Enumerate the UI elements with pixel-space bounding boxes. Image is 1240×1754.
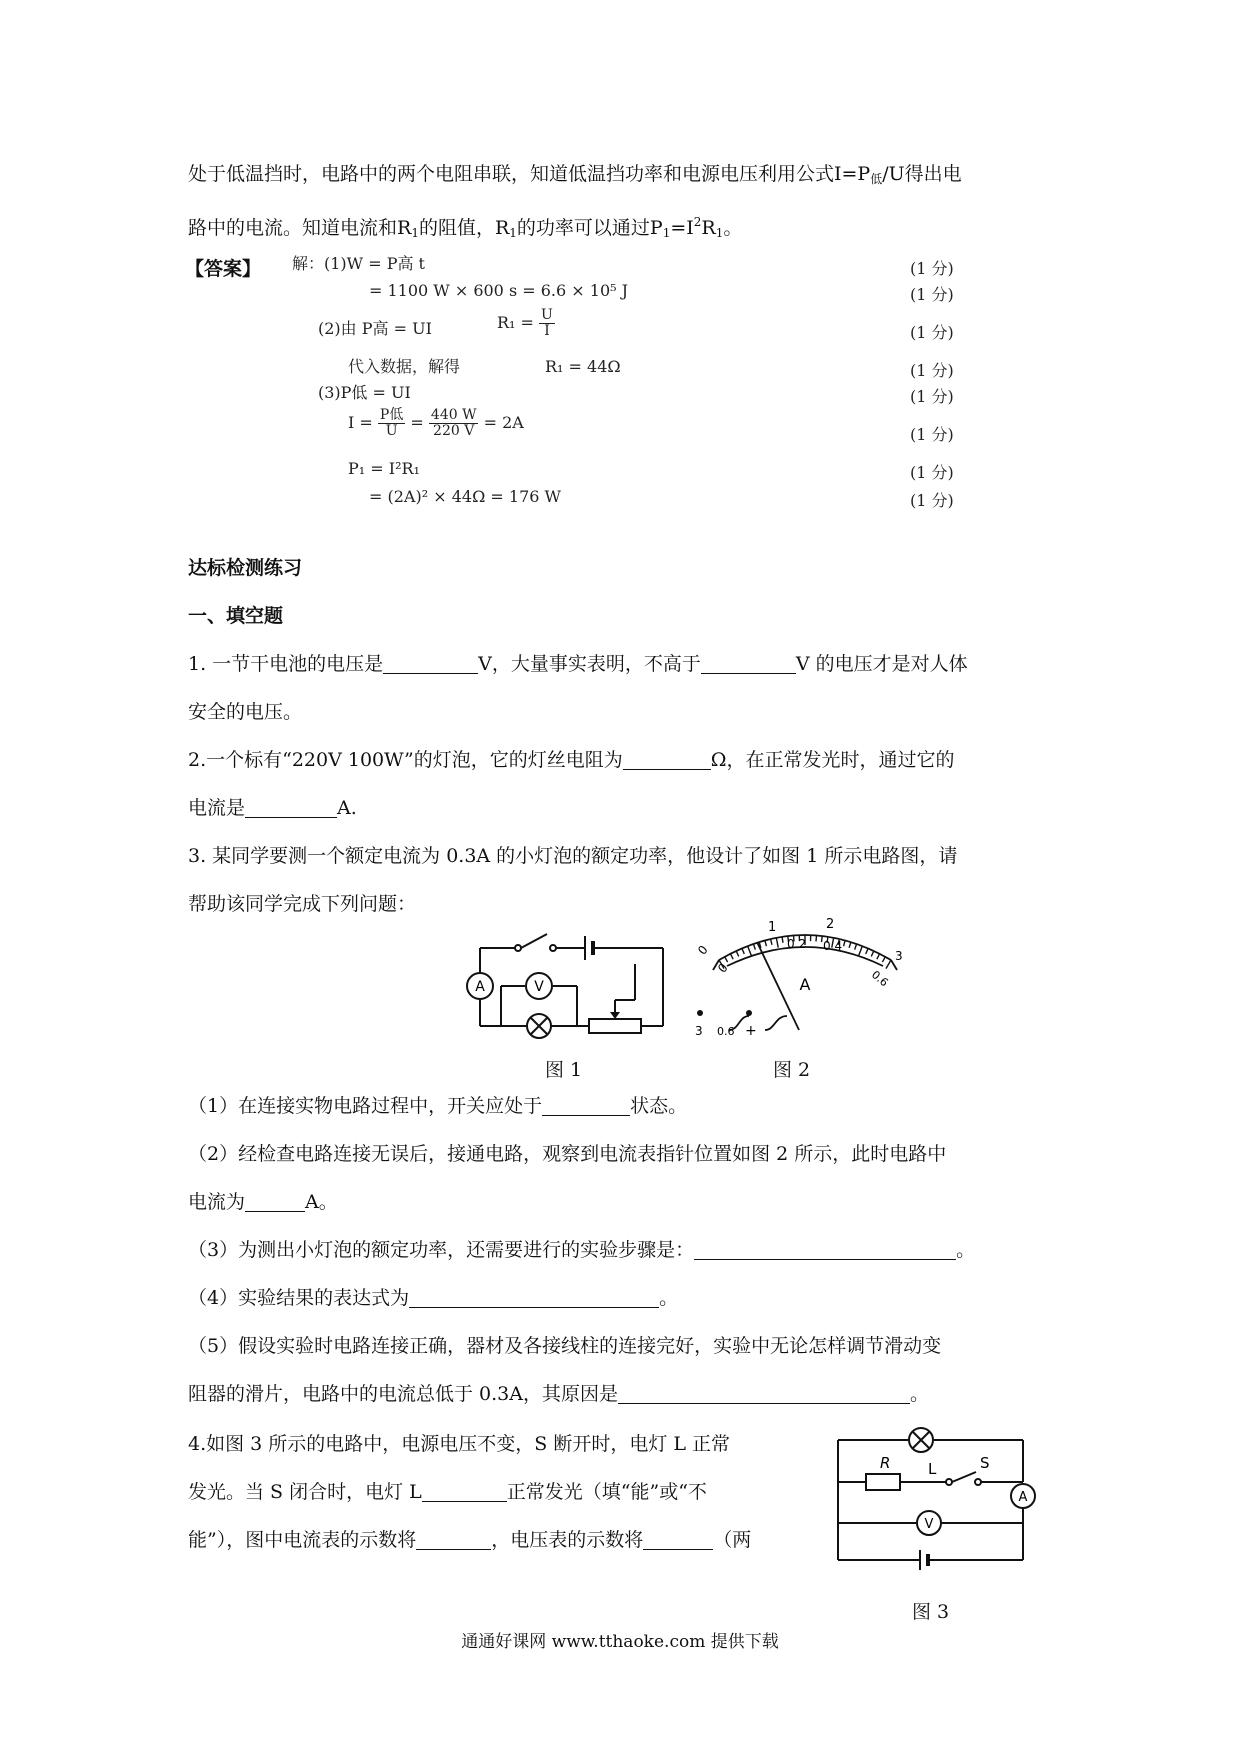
q3-text: 。 <box>659 1287 679 1309</box>
meter-tick <box>871 951 874 956</box>
points-7: (1 分) <box>910 463 954 482</box>
q3-blank-2[interactable] <box>245 1191 305 1212</box>
q1-blank-1[interactable] <box>383 653 478 674</box>
formula-lhs: I = <box>348 413 373 432</box>
q4-blank-2[interactable] <box>416 1529 491 1550</box>
figure-2-ammeter <box>695 917 915 1050</box>
q4-text: 能”），图中电流表的示数将 <box>188 1529 417 1551</box>
formula-lhs: R₁ = <box>497 313 534 332</box>
q3-blank-4[interactable] <box>409 1287 659 1308</box>
voltmeter-label: V <box>924 1517 934 1532</box>
q4-line-2 <box>188 1478 707 1506</box>
meter-end-3: 3 <box>895 949 903 963</box>
points-8: (1 分) <box>910 491 954 510</box>
answer-step-3c: P₁ = I²R₁ <box>348 459 420 478</box>
terminal-plus: + <box>745 1023 757 1039</box>
answer-step-1b: = 1100 W × 600 s = 6.6 × 10⁵ J <box>369 281 629 300</box>
answer-label: 【答案】 <box>185 258 262 280</box>
subscript: 1 <box>715 226 724 240</box>
q3-line-1: 3. 某同学要测一个额定电流为 0.3A 的小灯泡的额定功率，他设计了如图 1 所示电路图，请 <box>188 845 958 867</box>
fraction-u-over-i <box>539 308 555 339</box>
q3-blank-3[interactable] <box>694 1239 956 1260</box>
q4-blank-3[interactable] <box>643 1529 713 1550</box>
q3-text: 阻器的滑片，电路中的电流总低于 0.3A，其原因是 <box>188 1383 618 1405</box>
q3-text: （3）为测出小灯泡的额定功率，还需要进行的实验步骤是： <box>188 1239 695 1261</box>
q2-text: 电流是 <box>188 797 246 819</box>
result: = 2A <box>483 413 524 432</box>
fraction-p-over-u <box>378 408 405 439</box>
figure-3-caption: 图 3 <box>912 1601 950 1623</box>
q2-line-1 <box>188 746 955 774</box>
intro-text: 的功率可以通过P <box>516 217 663 239</box>
intro-text: 处于低温挡时，电路中的两个电阻串联，知道低温挡功率和电源电压利用公式I=P <box>188 163 871 185</box>
subscript: 1 <box>509 226 517 240</box>
numerator: U <box>541 307 553 323</box>
meter-tick <box>855 944 857 950</box>
fraction-440-over-220 <box>429 408 479 439</box>
q2-blank-1[interactable] <box>623 749 711 770</box>
q3-text: 。 <box>956 1239 976 1261</box>
q3-sub-2a: （2）经检查电路连接无误后，接通电路，观察到电流表指针位置如图 2 所示，此时电路中 <box>188 1143 947 1165</box>
q3-sub-4 <box>188 1284 678 1312</box>
q1-line-1 <box>188 650 968 678</box>
q4-text: 发光。当 S 闭合时，电灯 L <box>188 1481 422 1503</box>
q1-text: 1. 一节干电池的电压是 <box>188 653 384 675</box>
intro-text: 的阻值，R <box>418 217 510 239</box>
q2-text: 2.一个标有“220V 100W”的灯泡，它的灯丝电阻为 <box>188 749 623 771</box>
q2-text: A. <box>337 797 357 819</box>
figure-1-circuit <box>455 930 675 1050</box>
meter-end-0-inner: 0 <box>715 960 731 976</box>
points-2: (1 分) <box>910 285 954 304</box>
terminal-0.6: 0.6 <box>717 1025 735 1038</box>
q4-line-1: 4.如图 3 所示的电路中，电源电压不变，S 断开时，电灯 L 正常 <box>188 1433 731 1455</box>
meter-tick <box>736 951 739 956</box>
meter-tick <box>882 957 885 962</box>
figure-2-caption: 图 2 <box>773 1059 811 1081</box>
q3-text: 电流为 <box>188 1191 246 1213</box>
meter-tick <box>742 948 744 954</box>
numerator: P低 <box>379 407 404 423</box>
meter-tick <box>877 954 880 959</box>
meter-end-0.6: 0.6 <box>868 968 891 990</box>
meter-label-0.4: 0.4 <box>823 939 843 953</box>
intro-text: /U得出电 <box>882 163 962 185</box>
q1-line-2: 安全的电压。 <box>188 701 303 723</box>
intro-text: =I <box>670 217 694 239</box>
answer-step-2: (2)由 P高 = UI <box>318 319 432 338</box>
intro-line-2 <box>188 208 742 247</box>
intro-text: 路中的电流。知道电流和R <box>188 217 412 239</box>
superscript: 2 <box>693 215 702 229</box>
terminal-dot <box>697 1010 703 1016</box>
subscript: 低 <box>870 172 883 186</box>
intro-line-1 <box>188 160 962 193</box>
terminal-3: 3 <box>695 1024 703 1038</box>
voltmeter-label: V <box>534 979 544 995</box>
meter-tick <box>730 954 733 959</box>
meter-tick <box>859 946 863 955</box>
q3-text: 状态。 <box>630 1095 688 1117</box>
q3-text: A。 <box>305 1191 338 1213</box>
part-title: 一、填空题 <box>188 605 284 627</box>
q2-blank-2[interactable] <box>245 797 337 818</box>
switch-label: S <box>980 1454 990 1472</box>
answer-step-2-r1 <box>497 308 555 339</box>
section-title: 达标检测练习 <box>188 557 303 579</box>
resistor-label: R <box>880 1454 891 1472</box>
terminal-dot <box>746 1010 752 1016</box>
q4-line-3 <box>188 1526 751 1554</box>
q4-blank-1[interactable] <box>422 1481 507 1502</box>
meter-end-0-outer: 0 <box>695 942 711 958</box>
meter-label-0.2: 0.2 <box>787 937 807 951</box>
meter-tick <box>849 942 851 948</box>
denominator: U <box>385 423 398 439</box>
q4-text: 正常发光（填“能”或“不 <box>506 1481 707 1503</box>
subscript: 1 <box>411 226 419 240</box>
answer-step-3b <box>348 408 524 439</box>
q3-text: （1）在连接实物电路过程中，开关应处于 <box>188 1095 543 1117</box>
q3-sub-5b <box>188 1380 929 1408</box>
ammeter-label: A <box>475 979 485 995</box>
q3-line-2: 帮助该同学完成下列问题： <box>188 893 417 915</box>
numerator: 440 W <box>430 407 477 423</box>
denominator: 220 V <box>433 423 475 439</box>
meter-label-2: 2 <box>826 917 835 932</box>
q3-sub-3 <box>188 1236 975 1264</box>
q4-text: ，电压表的示数将 <box>491 1529 644 1551</box>
q1-blank-2[interactable] <box>701 653 796 674</box>
meter-tick <box>771 939 772 945</box>
meter-tick <box>776 938 778 948</box>
q3-text: 。 <box>909 1383 929 1405</box>
lamp-label: L <box>928 1460 937 1478</box>
q4-text: （两 <box>713 1529 752 1551</box>
q3-sub-1 <box>188 1092 687 1120</box>
meter-tick <box>844 940 846 946</box>
answer-step-2b: 代入数据，解得 <box>348 357 461 376</box>
meter-tick <box>748 946 752 955</box>
q3-text: （4）实验结果的表达式为 <box>188 1287 410 1309</box>
q3-sub-5a: （5）假设实验时电路连接正确，器材及各接线柱的连接完好，实验中无论怎样调节滑动变 <box>188 1335 942 1357</box>
meter-tick <box>765 940 767 946</box>
meter-tick <box>753 944 755 950</box>
meter-label-1: 1 <box>768 920 777 935</box>
subscript: 1 <box>662 226 671 240</box>
points-3: (1 分) <box>910 323 954 342</box>
meter-unit: A <box>799 975 811 994</box>
q3-sub-2b <box>188 1188 338 1216</box>
meter-tick <box>866 948 868 954</box>
points-1: (1 分) <box>910 259 954 278</box>
answer-step-3d: = (2A)² × 44Ω = 176 W <box>369 487 561 506</box>
points-6: (1 分) <box>910 425 954 444</box>
q2-line-2 <box>188 794 357 822</box>
meter-tick <box>886 960 891 969</box>
points-5: (1 分) <box>910 387 954 406</box>
q1-text: V，大量事实表明，不高于 <box>478 653 701 675</box>
figure-1-caption: 图 1 <box>545 1059 583 1081</box>
q2-text: Ω，在正常发光时，通过它的 <box>710 749 955 771</box>
meter-tick <box>725 957 728 962</box>
equals: = <box>410 413 424 432</box>
meter-tick <box>782 937 783 943</box>
answer-step-1: 解：(1)W = P高 t <box>292 254 425 273</box>
intro-text: 。 <box>723 217 743 239</box>
denominator: I <box>544 323 550 339</box>
page-footer: 通通好课网 www.tthaoke.com 提供下载 <box>461 1632 779 1652</box>
q3-blank-5[interactable] <box>618 1383 910 1404</box>
intro-text: R <box>701 217 716 239</box>
q3-blank-1[interactable] <box>542 1095 630 1116</box>
ammeter-label: A <box>1018 1490 1028 1505</box>
figure-3-circuit <box>828 1422 1038 1577</box>
points-4: (1 分) <box>910 361 954 380</box>
answer-step-2c: R₁ = 44Ω <box>545 357 621 376</box>
q1-text: V 的电压才是对人体 <box>795 653 968 675</box>
answer-step-3: (3)P低 = UI <box>318 383 411 402</box>
